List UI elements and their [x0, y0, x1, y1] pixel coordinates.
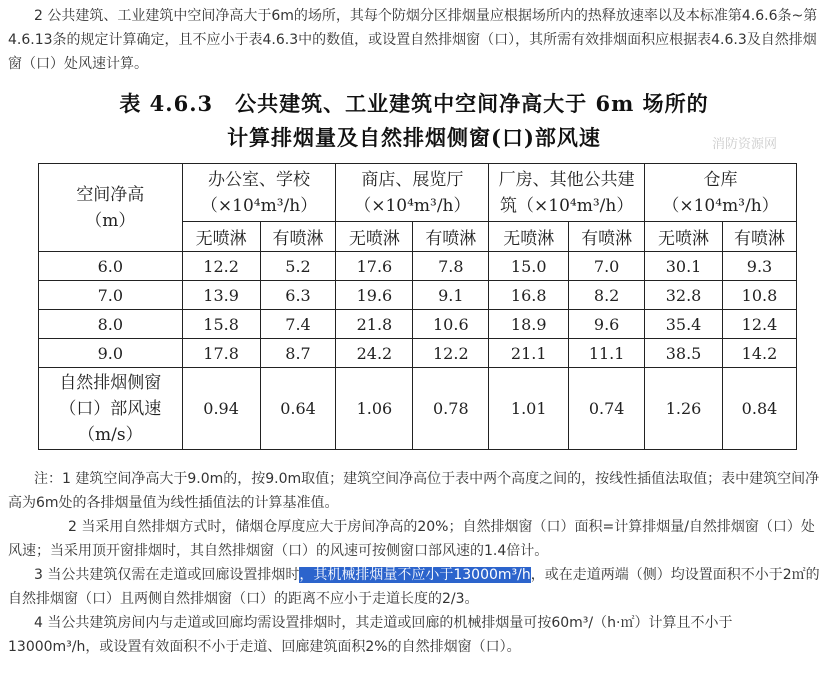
group-header-shop — [336, 164, 489, 222]
notes-section — [8, 467, 820, 659]
value-cell: 35.4 — [645, 310, 723, 339]
wind-speed-label-cell — [39, 368, 183, 450]
wind-value-cell: 1.01 — [489, 368, 569, 450]
value-cell: 5.2 — [260, 252, 336, 281]
value-cell: 14.2 — [722, 339, 796, 368]
subheader-no-sprinkler: 无喷淋 — [645, 222, 723, 252]
value-cell: 7.8 — [413, 252, 489, 281]
watermark: 消防资源网 — [712, 137, 778, 152]
value-cell: 6.3 — [260, 281, 336, 310]
highlighted-text[interactable]: ，其机械排烟量不应小于13000m³/h — [299, 567, 531, 583]
smoke-exhaust-table — [38, 163, 797, 450]
note-3 — [8, 563, 820, 611]
group-unit: （×10⁴m³/h） — [662, 195, 779, 216]
group-unit: 筑（×10⁴m³/h） — [500, 195, 634, 216]
value-cell: 15.8 — [182, 310, 260, 339]
value-cell: 21.1 — [489, 339, 569, 368]
subheader-with-sprinkler: 有喷淋 — [569, 222, 645, 252]
value-cell: 9.1 — [413, 281, 489, 310]
value-cell: 10.6 — [413, 310, 489, 339]
subheader-with-sprinkler: 有喷淋 — [260, 222, 336, 252]
group-name: 办公室、学校 — [208, 169, 311, 190]
subheader-no-sprinkler: 无喷淋 — [336, 222, 413, 252]
value-cell: 7.0 — [569, 252, 645, 281]
height-cell: 9.0 — [39, 339, 183, 368]
wind-value-cell: 0.74 — [569, 368, 645, 450]
value-cell: 24.2 — [336, 339, 413, 368]
height-cell: 7.0 — [39, 281, 183, 310]
table-row — [39, 252, 797, 281]
wind-value-cell: 0.78 — [413, 368, 489, 450]
intro-paragraph: 2 公共建筑、工业建筑中空间净高大于6m的场所，其每个防烟分区排烟量应根据场所内的热释放速率以及本标准第4.6.6条~第4.6.13条的规定计算确定，且不应小于表4.6.3中的数值，或设置自然排烟窗（口），其所需有效排烟面积应根据表4.6.3及自然排烟窗（口）处风速计算。 — [8, 8, 818, 72]
value-cell: 13.9 — [182, 281, 260, 310]
row-header-title: 空间净高 — [76, 184, 145, 205]
wind-label-line: （口）部风速 — [59, 398, 162, 419]
row-header-cell — [39, 164, 183, 252]
table-title-line-2: 计算排烟量及自然排烟侧窗(口)部风速 — [227, 125, 601, 150]
height-cell: 6.0 — [39, 252, 183, 281]
wind-label-line: 自然排烟侧窗 — [59, 372, 162, 393]
wind-speed-row — [39, 368, 797, 450]
value-cell: 38.5 — [645, 339, 723, 368]
group-name: 仓库 — [703, 169, 738, 190]
value-cell: 10.8 — [722, 281, 796, 310]
group-name: 厂房、其他公共建 — [498, 169, 635, 190]
subheader-with-sprinkler: 有喷淋 — [722, 222, 796, 252]
value-cell: 19.6 — [336, 281, 413, 310]
group-header-factory — [489, 164, 645, 222]
group-unit: （×10⁴m³/h） — [200, 195, 318, 216]
value-cell: 17.6 — [336, 252, 413, 281]
note-3-part-a: 3 当公共建筑仅需在走道或回廊设置排烟时 — [34, 567, 300, 583]
value-cell: 32.8 — [645, 281, 723, 310]
subheader-with-sprinkler: 有喷淋 — [413, 222, 489, 252]
value-cell: 7.4 — [260, 310, 336, 339]
group-header-office — [182, 164, 336, 222]
value-cell: 12.2 — [182, 252, 260, 281]
value-cell: 18.9 — [489, 310, 569, 339]
table-row — [39, 281, 797, 310]
value-cell: 12.4 — [722, 310, 796, 339]
table-row — [39, 339, 797, 368]
wind-value-cell: 0.94 — [182, 368, 260, 450]
value-cell: 11.1 — [569, 339, 645, 368]
wind-value-cell: 0.84 — [722, 368, 796, 450]
value-cell: 17.8 — [182, 339, 260, 368]
wind-label-line: （m/s） — [78, 424, 143, 445]
value-cell: 9.3 — [722, 252, 796, 281]
value-cell: 12.2 — [413, 339, 489, 368]
subheader-no-sprinkler: 无喷淋 — [182, 222, 260, 252]
wind-value-cell: 1.26 — [645, 368, 723, 450]
value-cell: 15.0 — [489, 252, 569, 281]
value-cell: 30.1 — [645, 252, 723, 281]
value-cell: 16.8 — [489, 281, 569, 310]
note-4: 4 当公共建筑房间内与走道或回廊均需设置排烟时，其走道或回廊的机械排烟量可按60m³/（h·㎡）计算且不小于13000m³/h，或设置有效面积不小于走道、回廊建筑面积2%的自然排烟窗（口）。 — [8, 615, 733, 655]
group-unit: （×10⁴m³/h） — [354, 195, 471, 216]
row-header-unit: （m） — [85, 210, 136, 231]
subheader-no-sprinkler: 无喷淋 — [489, 222, 569, 252]
height-cell: 8.0 — [39, 310, 183, 339]
value-cell: 8.7 — [260, 339, 336, 368]
table-row — [39, 310, 797, 339]
note-1: 注：1 建筑空间净高大于9.0m的，按9.0m取值；建筑空间净高位于表中两个高度之间的，按线性插值法取值；表中建筑空间净高为6m处的各排烟量值为线性插值法的计算基准值。 — [8, 471, 820, 511]
group-header-warehouse — [645, 164, 797, 222]
note-2: 2 当采用自然排烟方式时，储烟仓厚度应大于房间净高的20%；自然排烟窗（口）面积=计算排烟量/自然排烟窗（口）处风速；当采用顶开窗排烟时，其自然排烟窗（口）的风速可按侧窗口部风速的1.4倍计。 — [8, 519, 815, 559]
table-title-line-1: 表 4.6.3 公共建筑、工业建筑中空间净高大于 6m 场所的 — [119, 91, 709, 116]
wind-value-cell: 0.64 — [260, 368, 336, 450]
group-name: 商店、展览厅 — [361, 169, 464, 190]
value-cell: 21.8 — [336, 310, 413, 339]
note-3-part-b: ，或在走道两端（侧）均设置面积不小于2㎡的自然排烟窗（口）且两侧自然排烟窗（口）的距离不应小于走道长度的2/3。 — [8, 567, 820, 607]
wind-value-cell: 1.06 — [336, 368, 413, 450]
value-cell: 9.6 — [569, 310, 645, 339]
value-cell: 8.2 — [569, 281, 645, 310]
